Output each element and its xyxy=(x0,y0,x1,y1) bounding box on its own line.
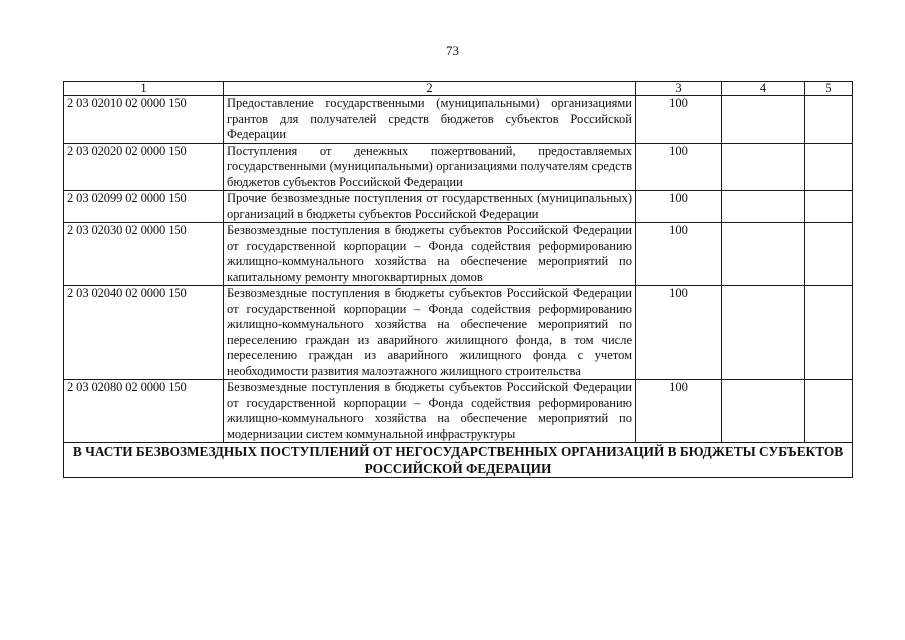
budget-code-cell: 2 03 02020 02 0000 150 xyxy=(64,143,224,191)
column-3-value: 100 xyxy=(636,191,722,223)
table-header-row xyxy=(64,82,853,96)
column-4-value xyxy=(722,96,805,144)
table-row xyxy=(64,96,853,144)
section-heading-row xyxy=(64,443,853,478)
column-4-value xyxy=(722,191,805,223)
column-4-value xyxy=(722,223,805,286)
income-name-cell: Безвозмездные поступления в бюджеты субъектов Российской Федерации от государственной корпорации – Фонда содействия реформированию жилищно-коммунального хозяйства на обеспечение мероприятий по капитальному ремонту многоквартирных домов xyxy=(224,223,636,286)
column-4-value xyxy=(722,380,805,443)
column-5-value xyxy=(805,380,853,443)
budget-code-cell: 2 03 02099 02 0000 150 xyxy=(64,191,224,223)
column-5-value xyxy=(805,286,853,380)
budget-code-cell: 2 03 02010 02 0000 150 xyxy=(64,96,224,144)
income-name-cell: Поступления от денежных пожертвований, предоставляемых государственными (муниципальными) организациями получателям средств бюджетов субъектов Российской Федерации xyxy=(224,143,636,191)
budget-classification-table xyxy=(63,81,853,478)
column-5-value xyxy=(805,191,853,223)
column-3-value: 100 xyxy=(636,286,722,380)
column-3-value: 100 xyxy=(636,96,722,144)
column-header-5: 5 xyxy=(805,82,853,96)
column-4-value xyxy=(722,143,805,191)
income-name-cell: Безвозмездные поступления в бюджеты субъектов Российской Федерации от государственной корпорации – Фонда содействия реформированию жилищно-коммунального хозяйства на обеспечение мероприятий по переселению граждан из аварийного жилищного фонда, в том числе переселению граждан из аварийного жилищного фонда с учетом необходимости развития малоэтажного жилищного строительства xyxy=(224,286,636,380)
column-3-value: 100 xyxy=(636,380,722,443)
table-row xyxy=(64,143,853,191)
column-header-1: 1 xyxy=(64,82,224,96)
table-row xyxy=(64,223,853,286)
column-4-value xyxy=(722,286,805,380)
column-header-4: 4 xyxy=(722,82,805,96)
budget-code-cell: 2 03 02080 02 0000 150 xyxy=(64,380,224,443)
column-3-value: 100 xyxy=(636,143,722,191)
column-header-2: 2 xyxy=(224,82,636,96)
budget-code-cell: 2 03 02030 02 0000 150 xyxy=(64,223,224,286)
income-name-cell: Безвозмездные поступления в бюджеты субъектов Российской Федерации от государственной корпорации – Фонда содействия реформированию жилищно-коммунального хозяйства на обеспечение мероприятий по модернизации систем коммунальной инфраструктуры xyxy=(224,380,636,443)
budget-code-cell: 2 03 02040 02 0000 150 xyxy=(64,286,224,380)
page-number: 73 xyxy=(446,43,459,58)
column-5-value xyxy=(805,223,853,286)
table-row xyxy=(64,191,853,223)
section-heading: В ЧАСТИ БЕЗВОЗМЕЗДНЫХ ПОСТУПЛЕНИЙ ОТ НЕГОСУДАРСТВЕННЫХ ОРГАНИЗАЦИЙ В БЮДЖЕТЫ СУБЪЕКТОВ РОССИЙСКОЙ ФЕДЕРАЦИИ xyxy=(64,443,853,478)
table-row xyxy=(64,380,853,443)
column-5-value xyxy=(805,143,853,191)
table-row xyxy=(64,286,853,380)
column-5-value xyxy=(805,96,853,144)
column-header-3: 3 xyxy=(636,82,722,96)
income-name-cell: Прочие безвозмездные поступления от государственных (муниципальных) организаций в бюджеты субъектов Российской Федерации xyxy=(224,191,636,223)
column-3-value: 100 xyxy=(636,223,722,286)
income-name-cell: Предоставление государственными (муниципальными) организациями грантов для получателей средств бюджетов субъектов Российской Федерации xyxy=(224,96,636,144)
